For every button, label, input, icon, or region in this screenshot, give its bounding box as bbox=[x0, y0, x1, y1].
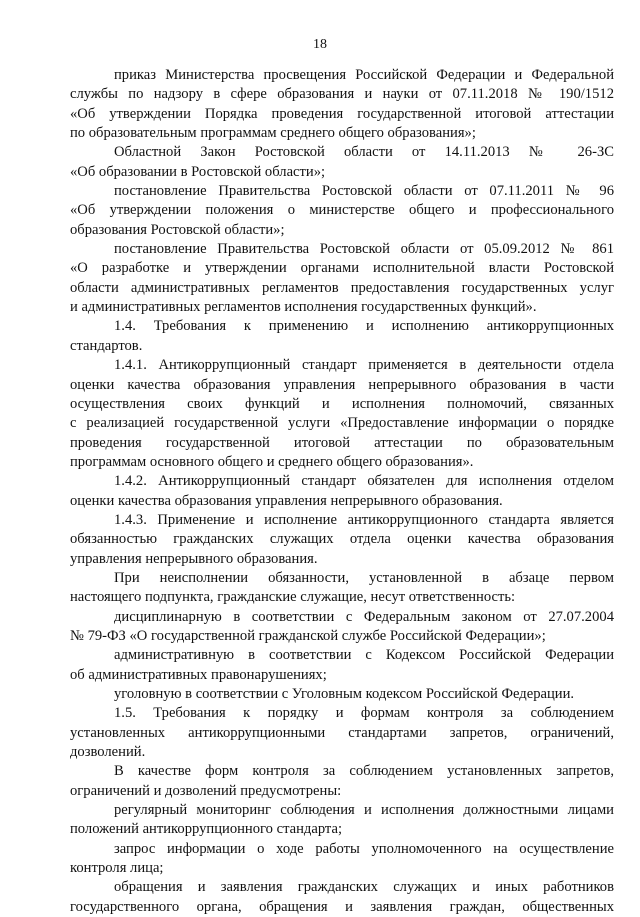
text-line: В качестве форм контроля за соблюдением установленных запретов, bbox=[114, 763, 614, 780]
text-line: Областной Закон Ростовской области от 14.11.2013 № 26-ЗС bbox=[114, 144, 614, 161]
text-line: административную в соответствии с Кодексом Российской Федерации bbox=[114, 647, 614, 664]
text-line: программам основного общего и среднего общего образования». bbox=[70, 453, 474, 470]
text-line: об административных правонарушениях; bbox=[70, 666, 327, 683]
text-line: по образовательным программам среднего общего образования»; bbox=[70, 125, 476, 142]
text-line: приказ Министерства просвещения Российской Федерации и Федеральной bbox=[114, 67, 614, 83]
text-line: области административных регламентов предоставления государственных услуг bbox=[70, 279, 614, 296]
text-line: и административных регламентов исполнения государственных функций». bbox=[70, 299, 537, 316]
text-line: контроля лица; bbox=[70, 860, 164, 877]
text-line: 1.4.1. Антикоррупционный стандарт применяется в деятельности отдела bbox=[114, 357, 614, 374]
document-body bbox=[70, 66, 614, 917]
text-line: «Об утверждении Порядка проведения государственной итоговой аттестации bbox=[70, 105, 614, 122]
text-line: установленных антикоррупционными стандартами запретов, ограничений, bbox=[70, 724, 614, 741]
text-line: ограничений и дозволений предусмотрены: bbox=[70, 782, 342, 799]
text-line: с реализацией государственной услуги «Предоставление информации о порядке bbox=[70, 415, 614, 432]
text-line: «Об утверждении положения о министерстве общего и профессионального bbox=[70, 202, 614, 219]
text-line: При неисполнении обязанности, установленной в абзаце первом bbox=[114, 569, 614, 586]
text-line: оценки качества образования управления непрерывного образования в части bbox=[70, 376, 614, 393]
text-line: управления непрерывного образования. bbox=[70, 550, 318, 567]
text-line: «О разработке и утверждении органами исполнительной власти Ростовской bbox=[70, 260, 614, 277]
text-line: 1.4.2. Антикоррупционный стандарт обязателен для исполнения отделом bbox=[114, 473, 614, 490]
text-line: стандартов. bbox=[70, 337, 143, 354]
text-line: 1.4. Требования к применению и исполнению антикоррупционных bbox=[114, 318, 614, 335]
text-line: «Об образовании в Ростовской области»; bbox=[70, 163, 326, 180]
text-line: № 79-ФЗ «О государственной гражданской службе Российской Федерации»; bbox=[70, 627, 546, 644]
text-line: службы по надзору в сфере образования и науки от 07.11.2018 № 190/1512 bbox=[70, 86, 614, 103]
text-line: проведения государственной итоговой аттестации по образовательным bbox=[70, 434, 614, 451]
text-line: государственного органа, обращения и заявления граждан, общественных bbox=[70, 898, 614, 915]
text-line: 1.5. Требования к порядку и формам контроля за соблюдением bbox=[114, 705, 614, 722]
text-line: постановление Правительства Ростовской области от 05.09.2012 № 861 bbox=[114, 241, 614, 258]
text-line: постановление Правительства Ростовской области от 07.11.2011 № 96 bbox=[114, 183, 614, 200]
text-line: обращения и заявления гражданских служащих и иных работников bbox=[114, 879, 614, 896]
text-line: запрос информации о ходе работы уполномоченного на осуществление bbox=[114, 840, 614, 857]
text-line: оценки качества образования управления непрерывного образования. bbox=[70, 492, 503, 509]
text-line: образования Ростовской области»; bbox=[70, 221, 285, 238]
text-line: 1.4.3. Применение и исполнение антикоррупционного стандарта является bbox=[114, 511, 614, 528]
text-line: регулярный мониторинг соблюдения и исполнения должностными лицами bbox=[114, 802, 614, 819]
page-number: 18 bbox=[313, 37, 327, 52]
text-line: дисциплинарную в соответствии с Федеральным законом от 27.07.2004 bbox=[114, 608, 614, 625]
text-line: обязанностью гражданских служащих отдела оценки качества образования bbox=[70, 531, 614, 548]
text-line: дозволений. bbox=[70, 744, 146, 761]
text-line: настоящего подпункта, гражданские служащие, несут ответственность: bbox=[70, 589, 516, 606]
text-line: положений антикоррупционного стандарта; bbox=[70, 821, 343, 838]
text-line: осуществления своих функций и исполнения полномочий, связанных bbox=[70, 395, 614, 412]
text-line: уголовную в соответствии с Уголовным кодексом Российской Федерации. bbox=[114, 686, 575, 702]
